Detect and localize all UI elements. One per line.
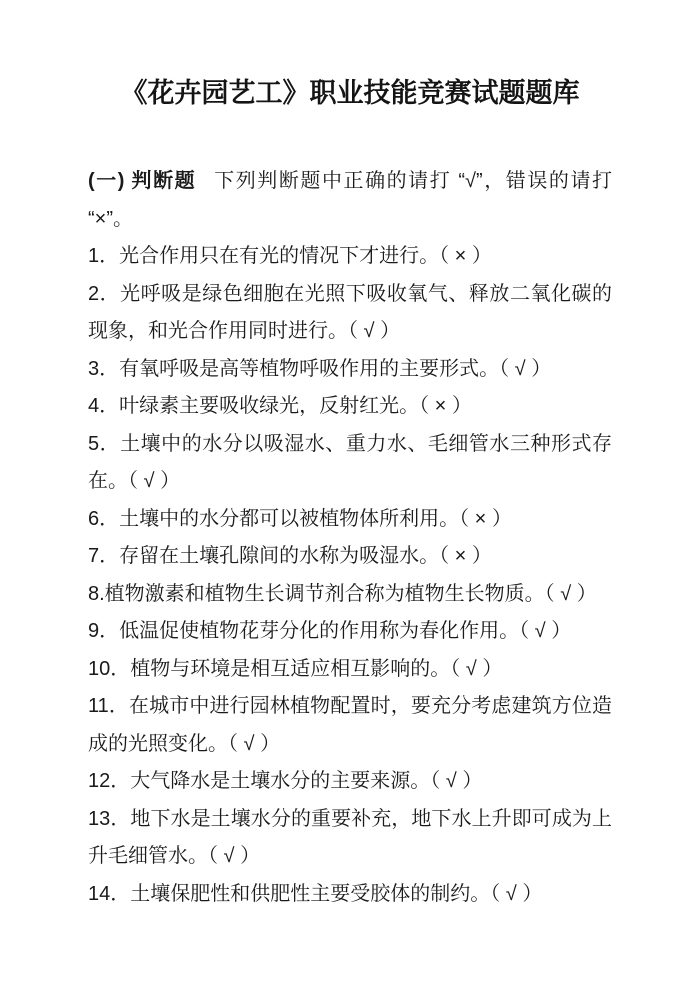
question-item-12: 12．大气降水是土壤水分的主要来源。（ √ ） bbox=[88, 770, 483, 792]
section-label: (一) 判断题 bbox=[88, 170, 197, 192]
question-item-4: 4．叶绿素主要吸收绿光，反射红光。（ × ） bbox=[88, 395, 472, 417]
question-item-10: 10．植物与环境是相互适应相互影响的。（ √ ） bbox=[88, 657, 503, 680]
section-heading bbox=[88, 163, 612, 238]
question-item-13: 13．地下水是土壤水分的重要补充，地下水上升即可成为上升毛细管水。（ √ ） bbox=[88, 807, 612, 867]
page-title: 《花卉园艺工》职业技能竞赛试题题库 bbox=[120, 78, 580, 108]
question-item-5: 5．土壤中的水分以吸湿水、重力水、毛细管水三种形式存在。（ √ ） bbox=[88, 432, 612, 492]
question-item-7: 7．存留在土壤孔隙间的水称为吸湿水。（ × ） bbox=[88, 545, 492, 567]
question-item-11: 11．在城市中进行园林植物配置时，要充分考虑建筑方位造成的光照变化。（ √ ） bbox=[88, 695, 612, 755]
question-item-9: 9．低温促使植物花芽分化的作用称为春化作用。（ √ ） bbox=[88, 620, 572, 642]
question-item-8: 8.植物激素和植物生长调节剂合称为植物生长物质。（ √ ） bbox=[88, 582, 597, 605]
section-instructions: 下列判断题中正确的请打 “√”，错误的请打 “×”。 bbox=[88, 170, 612, 230]
question-item-14: 14．土壤保肥性和供肥性主要受胶体的制约。（ √ ） bbox=[88, 882, 543, 905]
question-item-1: 1．光合作用只在有光的情况下才进行。（ × ） bbox=[88, 245, 492, 267]
question-item-3: 3．有氧呼吸是高等植物呼吸作用的主要形式。（ √ ） bbox=[88, 357, 552, 380]
question-item-6: 6．土壤中的水分都可以被植物体所利用。（ × ） bbox=[88, 507, 512, 530]
question-item-2: 2．光呼吸是绿色细胞在光照下吸收氧气、释放二氧化碳的现象，和光合作用同时进行。（ √ ） bbox=[88, 282, 612, 342]
